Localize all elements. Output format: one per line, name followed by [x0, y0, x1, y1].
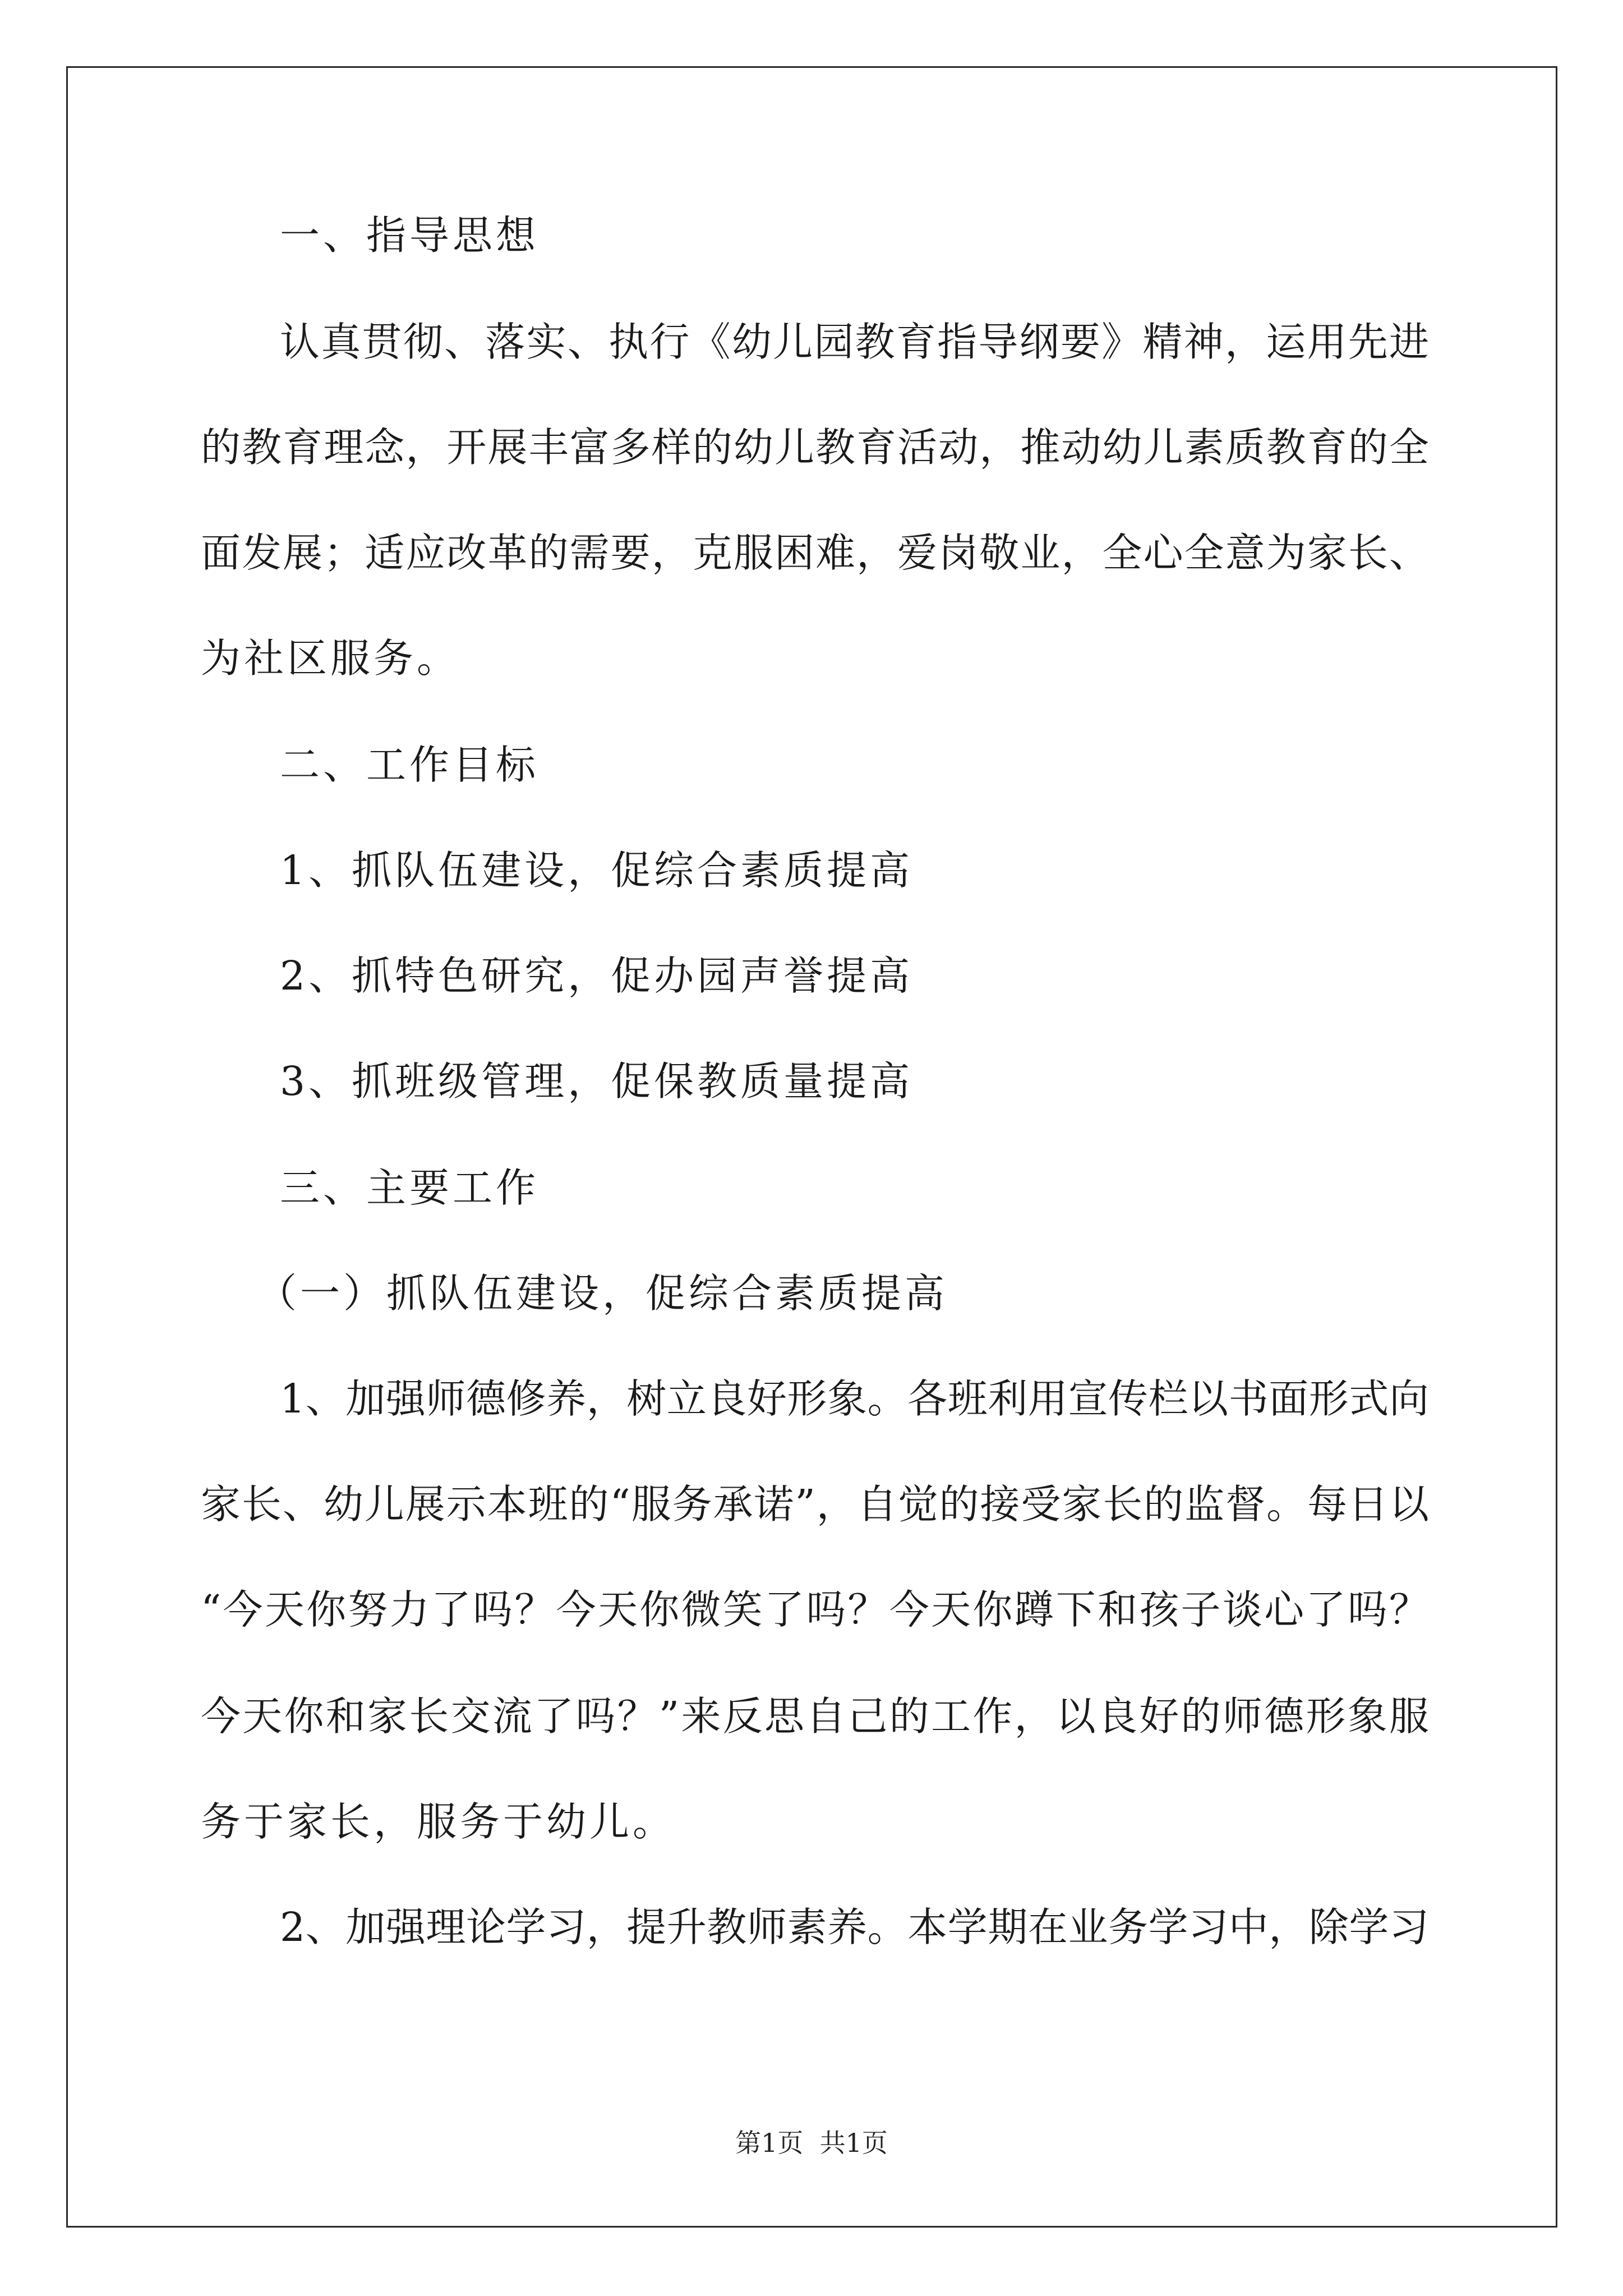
- heading-main-work: 三、主要工作: [280, 1165, 540, 1211]
- paragraph-line: 认真贯彻、落实、执行《幼儿园教育指导纲要》精神，运用先进: [280, 319, 1429, 365]
- paragraph-line: 2、加强理论学习，提升教师素养。本学期在业务学习中，除学习: [280, 1904, 1429, 1950]
- paragraph-line: 务于家长，服务于幼儿。: [201, 1798, 676, 1845]
- paragraph-line: 为社区服务。: [201, 635, 460, 682]
- paragraph-line: 今天你和家长交流了吗？”来反思自己的工作，以良好的师德形象服: [201, 1693, 1429, 1740]
- paragraph-line: 1、加强师德修养，树立良好形象。各班利用宣传栏以书面形式向: [280, 1375, 1429, 1422]
- goal-item: 1、抓队伍建设，促综合素质提高: [280, 847, 914, 894]
- paragraph-line: 面发展；适应改革的需要，克服困难，爱岗敬业，全心全意为家长、: [201, 530, 1429, 576]
- goal-item: 2、抓特色研究，促办园声誉提高: [280, 953, 914, 999]
- heading-work-goals: 二、工作目标: [280, 742, 540, 788]
- subheading-team-building: （一）抓队伍建设，促综合素质提高: [257, 1270, 948, 1317]
- heading-guiding-ideology: 一、指导思想: [280, 212, 540, 259]
- paragraph-line: 的教育理念，开展丰富多样的幼儿教育活动，推动幼儿素质教育的全: [201, 424, 1429, 471]
- paragraph-line: 家长、幼儿展示本班的“服务承诺”，自觉的接受家长的监督。每日以: [201, 1481, 1429, 1527]
- paragraph-line: “今天你努力了吗？今天你微笑了吗？今天你蹲下和孩子谈心了吗？: [201, 1586, 1429, 1633]
- goal-item: 3、抓班级管理，促保教质量提高: [280, 1058, 914, 1105]
- page-number-footer: 第1页 共1页: [735, 2128, 888, 2158]
